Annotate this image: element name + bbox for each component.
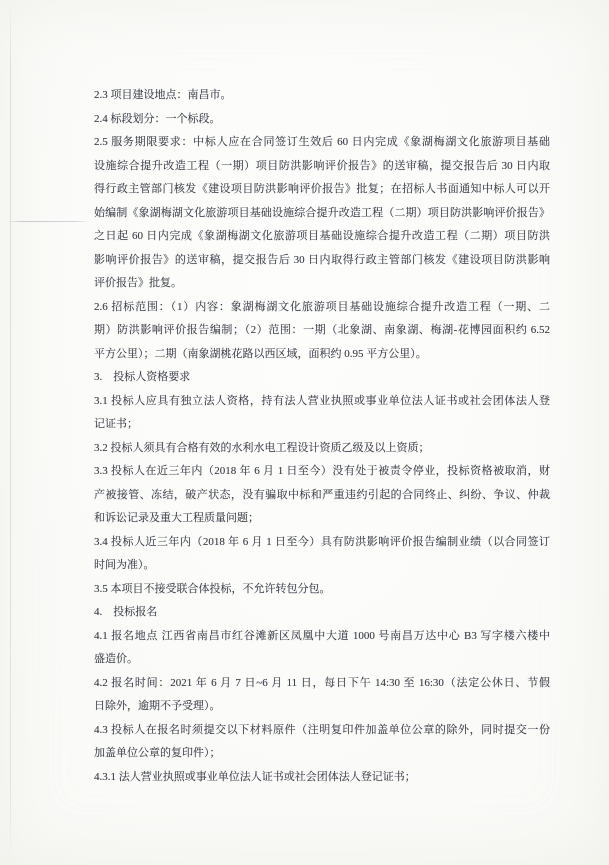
text-line: 盛造价。 [94, 653, 138, 665]
text-line: 时间为准）。 [94, 559, 155, 571]
text-line: 4. 投标报名 [94, 606, 158, 618]
text-line: 2.6 招标范围：（1）内容：象湖梅湖文化旅游项目基础设施综合提升改造工程（一期、二 [94, 300, 550, 313]
text-line: 3.4 投标人近三年内（2018 年 6 月 1 日至今）具有防洪影响评价报告编制业绩（以合同签订 [94, 535, 550, 548]
document-body [94, 84, 550, 789]
text-line: 2.4 标段划分：一个标段。 [94, 112, 221, 125]
text-line: 加盖单位公章的复印件）； [94, 747, 221, 759]
text-line: 得行政主管部门核发《建设项目防洪影响评价报告》批复；在招标人书面通知中标人可以开 [94, 183, 550, 195]
text-line: 3.1 投标人应具有独立法人资格，持有法人营业执照或事业单位法人证书或社会团体法人登 [94, 394, 550, 407]
text-line: 影响评价报告》的送审稿，提交报告后 30 日内取得行政主管部门核发《建设项目防洪影响 [94, 253, 550, 266]
text-line: 2.5 服务期限要求：中标人应在合同签订生效后 60 日内完成《象湖梅湖文化旅游项目基础 [94, 136, 550, 148]
text-line: 评价报告》批复。 [94, 277, 182, 289]
scan-edge-artifact [10, 0, 11, 865]
text-line: 始编制《象湖梅湖文化旅游项目基础设施综合提升改造工程（二期）项目防洪影响评价报告》 [94, 206, 550, 219]
text-line: 日除外，逾期不予受理）。 [94, 700, 221, 712]
text-line: 4.1 报名地点 江西省南昌市红谷滩新区凤凰中大道 1000 号南昌万达中心 B3 写字楼六楼中 [94, 629, 550, 642]
text-line: 4.3 投标人在报名时须提交以下材料原件（注明复印件加盖单位公章的除外，同时提交一份 [94, 723, 550, 736]
scan-line-artifact [6, 221, 90, 222]
text-line: 3.3 投标人在近三年内（2018 年 6 月 1 日至今）没有处于被责令停业，投标资格被取消，财 [94, 465, 550, 477]
text-line: 产被接管、冻结，破产状态，没有骗取中标和严重违约引起的合同终止、纠纷、争议、仲裁 [94, 488, 550, 501]
text-line: 期）防洪影响评价报告编制；（2）范围：一期（北象湖、南象湖、梅湖-花博园面积约 6.52 [94, 324, 550, 336]
text-line: 3.5 本项目不接受联合体投标，不允许转包分包。 [94, 582, 331, 595]
text-line: 3.2 投标人须具有合格有效的水利水电工程设计资质乙级及以上资质； [94, 441, 430, 454]
text-line: 平方公里）；二期（南象湖桃花路以西区域，面积约 0.95 平方公里）。 [94, 347, 427, 360]
text-line: 设施综合提升改造工程（一期）项目防洪影响评价报告》的送审稿，提交报告后 30 日内取 [94, 159, 550, 172]
text-line: 3. 投标人资格要求 [94, 371, 191, 383]
text-line: 和诉讼记录及重大工程质量问题； [94, 512, 259, 524]
text-line: 记证书； [94, 418, 138, 430]
text-line: 4.2 报名时间：2021 年 6 月 7 日~6 月 11 日，每日下午 14:30 至 16:30（法定公休日、节假 [94, 676, 550, 689]
text-line: 4.3.1 法人营业执照或事业单位法人证书或社会团体法人登记证书； [94, 770, 416, 783]
text-line: 之日起 60 日内完成《象湖梅湖文化旅游项目基础设施综合提升改造工程（二期）项目防洪 [94, 230, 550, 242]
text-line: 2.3 项目建设地点：南昌市。 [94, 89, 232, 101]
